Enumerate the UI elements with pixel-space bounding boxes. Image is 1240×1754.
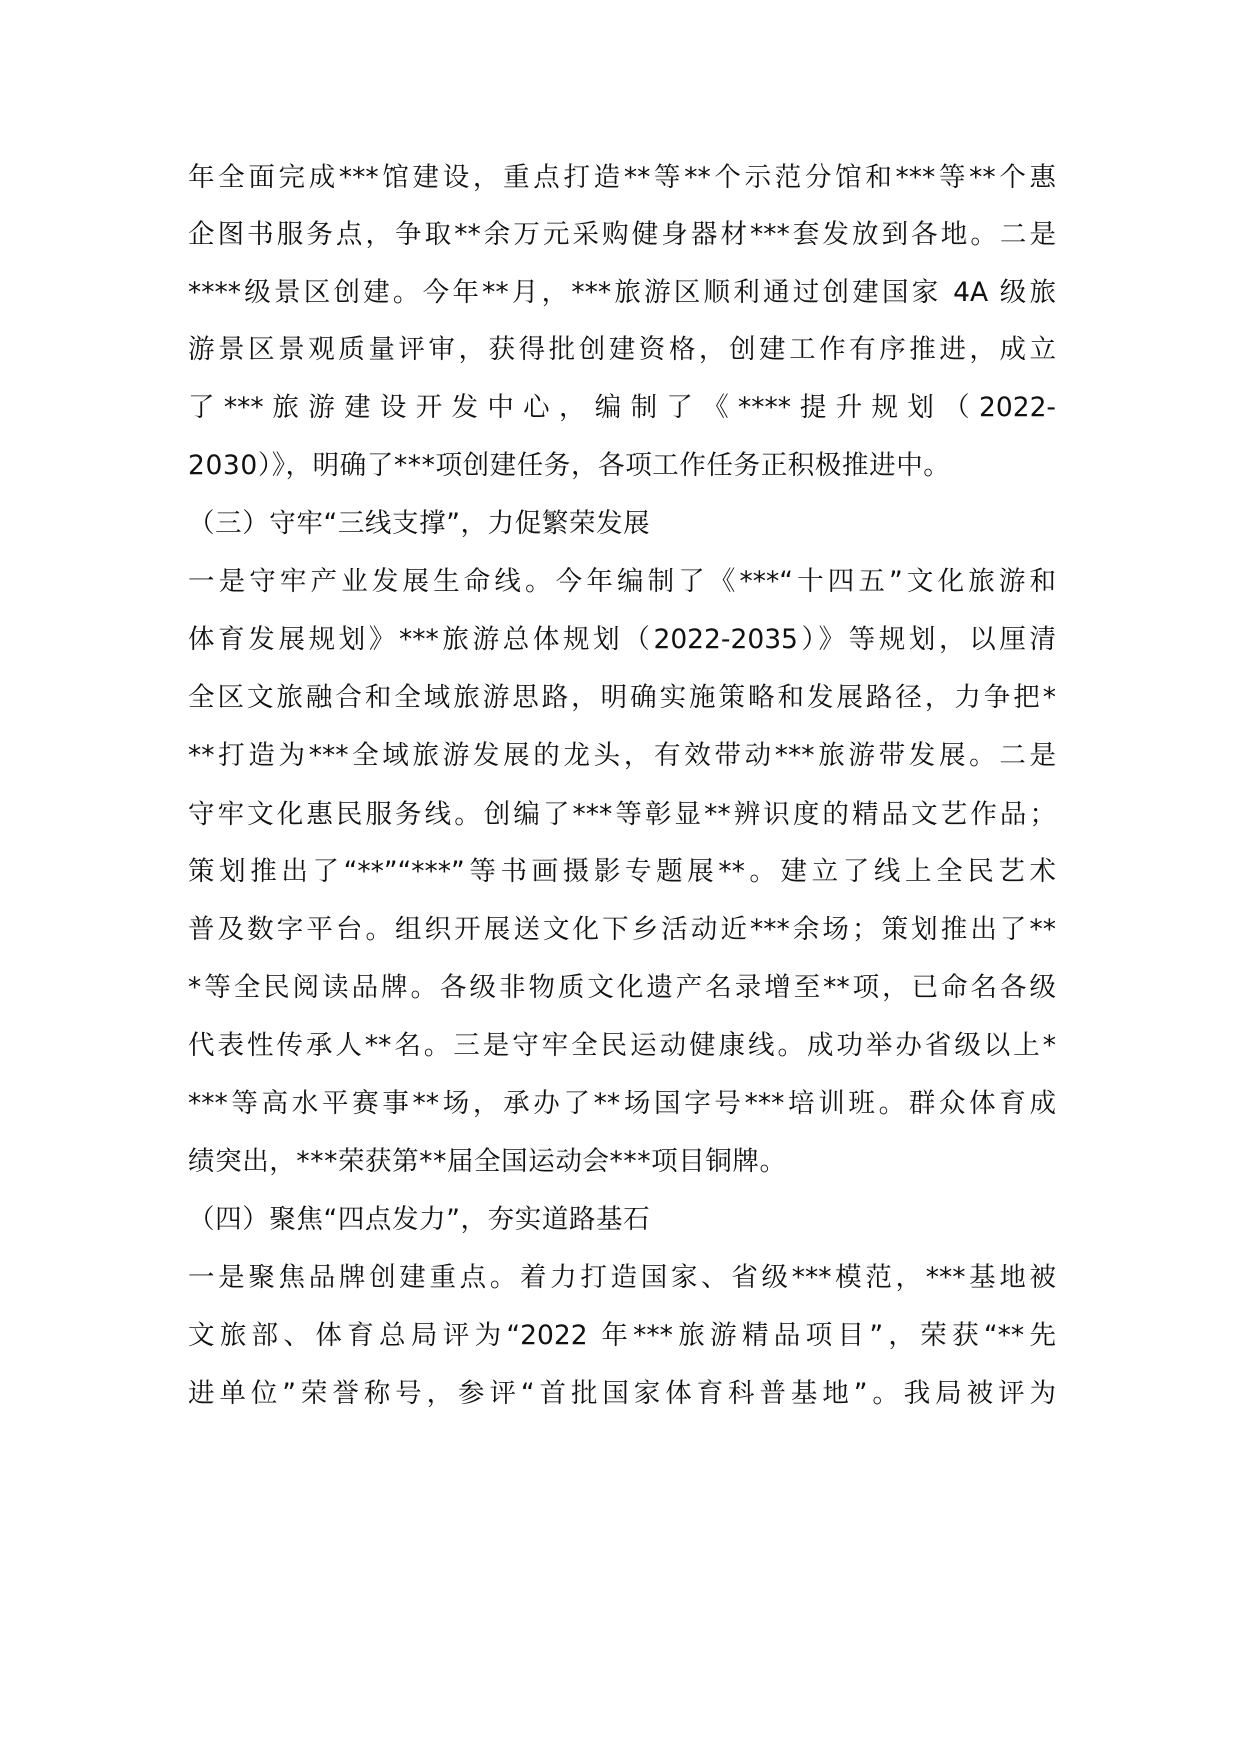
text-line: 一是聚焦品牌创建重点。着力打造国家、省级***模范，***基地被 — [188, 1262, 1056, 1293]
text-line: 代表性传承人**名。三是守牢全民运动健康线。成功举办省级以上* — [188, 1030, 1056, 1061]
text-line: 进单位”荣誉称号，参评“首批国家体育科普基地”。我局被评为 — [188, 1378, 1056, 1409]
text-line: *等全民阅读品牌。各级非物质文化遗产名录增至**项，已命名各级 — [188, 972, 1056, 1003]
text-line: 一是守牢产业发展生命线。今年编制了《***“十四五”文化旅游和 — [188, 566, 1056, 597]
text-line: 普及数字平台。组织开展送文化下乡活动近***余场；策划推出了** — [188, 914, 1056, 945]
text-line: ****级景区创建。今年**月，***旅游区顺利通过创建国家 4A 级旅 — [188, 277, 1056, 308]
text-line: 游景区景观质量评审，获得批创建资格，创建工作有序推进，成立 — [188, 334, 1056, 365]
text-line: 企图书服务点，争取**余万元采购健身器材***套发放到各地。二是 — [188, 219, 1056, 250]
text-line: 策划推出了“**”“***”等书画摄影专题展**。建立了线上全民艺术 — [188, 856, 1056, 887]
section-heading: （四）聚焦“四点发力”，夯实道路基石 — [188, 1204, 651, 1235]
text-line: 了 *** 旅 游 建 设 开 发 中 心 ， 编 制 了 《 **** 提 升 规 划 （ 2022- — [188, 392, 1056, 423]
text-line: 守牢文化惠民服务线。创编了***等彰显**辨识度的精品文艺作品； — [188, 799, 1056, 830]
text-line: 文旅部、体育总局评为“2022 年***旅游精品项目”，荣获“**先 — [188, 1320, 1056, 1351]
text-line: 体育发展规划》***旅游总体规划（2022-2035）》等规划，以厘清 — [188, 624, 1056, 655]
text-line: 全区文旅融合和全域旅游思路，明确实施策略和发展路径，力争把* — [188, 682, 1056, 713]
text-line: 绩突出，***荣获第**届全国运动会***项目铜牌。 — [188, 1146, 787, 1177]
text-line: 年全面完成***馆建设，重点打造**等**个示范分馆和***等**个惠 — [188, 162, 1056, 193]
text-line: **打造为***全域旅游发展的龙头，有效带动***旅游带发展。二是 — [188, 740, 1056, 771]
text-line: 2030）》，明确了***项创建任务，各项工作任务正积极推进中。 — [188, 450, 951, 481]
text-line: ***等高水平赛事**场，承办了**场国字号***培训班。群众体育成 — [188, 1088, 1056, 1119]
section-heading: （三）守牢“三线支撑”，力促繁荣发展 — [188, 508, 651, 539]
